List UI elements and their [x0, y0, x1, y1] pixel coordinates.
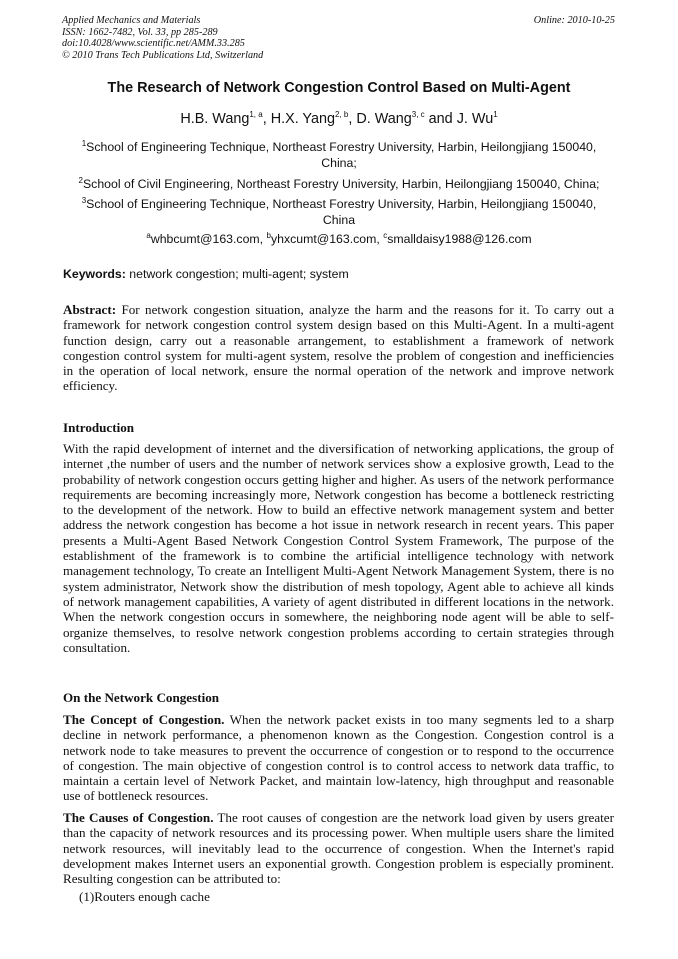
list-item: (1)Routers enough cache: [79, 889, 210, 904]
section-heading-introduction: Introduction: [63, 420, 135, 435]
concept-text: When the network packet exists in too many segments led to a sharp decline in network performance, a phenomenon known as the Congestion. Congestion control is a network node to take measures to prevent the occurrence of congestion or to respond to the occurrence of congestion. The main objective of congestion control is to control access to network data traffic, to maintain a certain level of Network Packet, and maintain low-latency, high throughput and reasonable use of bottleneck resources.: [63, 712, 614, 804]
causes-label: The Causes of Congestion.: [63, 810, 214, 825]
author-sep: ,: [262, 111, 271, 127]
affiliation-3: [62, 196, 616, 228]
keywords-label: Keywords:: [63, 267, 126, 281]
author-list: [40, 111, 638, 127]
email-list: [40, 232, 638, 246]
affiliation-2: [62, 176, 616, 192]
causes-paragraph: [63, 810, 614, 886]
affiliation-sup: 1: [81, 138, 87, 148]
doi-line: doi:10.4028/www.scientific.net/AMM.33.285: [62, 38, 245, 50]
abstract-label: Abstract:: [63, 302, 117, 317]
affiliation-text-cont: China;: [321, 156, 357, 170]
author-name: H.X. Yang: [270, 111, 335, 127]
affiliation-1: [62, 139, 616, 171]
section-heading-network-congestion: On the Network Congestion: [63, 690, 220, 705]
email-address[interactable]: smalldaisy1988@126.com: [387, 232, 532, 246]
author-name: J. Wu: [456, 111, 494, 127]
concept-paragraph: [63, 712, 614, 804]
author-sep: and: [424, 111, 457, 127]
journal-name: Applied Mechanics and Materials: [62, 15, 201, 26]
affiliation-sup: 3: [81, 195, 87, 205]
causes-text: The root causes of congestion are the network load given by users greater than the capacity of network resources and its processing power. When multiple users share the limited network resources, will inevitably lead to the occurrence of congestion. When the Internet's rapid development makes Internet users an exponential growth. Congestion problem is especially prominent. Resulting congestion can be attributed to:: [63, 810, 614, 887]
journal-header: [62, 15, 615, 61]
author-sup: 1, a: [249, 110, 263, 120]
issn-line: ISSN: 1662-7482, Vol. 33, pp 285-289: [62, 26, 218, 38]
affiliation-text-cont: China: [322, 213, 356, 227]
email-address[interactable]: whbcumt@163.com,: [150, 232, 267, 246]
affiliation-text: School of Civil Engineering, Northeast Forestry University, Harbin, Heilongjiang 150040, China;: [82, 177, 600, 191]
copyright-line: © 2010 Trans Tech Publications Ltd, Switzerland: [62, 49, 264, 61]
author-name: H.B. Wang: [180, 111, 250, 127]
online-date: Online: 2010-10-25: [533, 15, 615, 26]
abstract-text: For network congestion situation, analyze the harm and the reasons for it. To carry out a framework for network congestion control system design based on this Multi-Agent. In a multi-agent function design, carry out a reasonable arrangement, to establishment a framework of network congestion control system for multi-agent system, resolve the problem of congestion and inefficiencies in the operation of local network, ensure the normal operation of the network and improve network efficiency.: [63, 302, 614, 394]
email-sup: b: [266, 230, 271, 240]
author-sep: ,: [348, 111, 357, 127]
author-sup: 1: [493, 110, 498, 120]
email-sup: a: [146, 230, 151, 240]
concept-label: The Concept of Congestion.: [63, 712, 225, 727]
author-name: D. Wang: [356, 111, 412, 127]
author-sup: 2, b: [334, 110, 349, 120]
affiliation-text: School of Engineering Technique, Northeast Forestry University, Harbin, Heilongjiang 150040,: [86, 140, 597, 154]
author-sup: 3, c: [411, 110, 425, 120]
keywords-text: network congestion; multi-agent; system: [125, 267, 349, 281]
introduction-paragraph: With the rapid development of internet and the diversification of networking applications, the group of internet ,the number of users and the number of network services show a explosive growth, Lead to the probability of network congestion occurs getting higher and higher. As users of the network performance requirements are becoming increasingly more, Network congestion has become a bottleneck restricting to the development of the network. How to build an effective network management system and better address the network congestion has become a hot issue in network research in recent years. This paper presents a Multi-Agent Based Network Congestion Control System Framework, The purpose of the establishment of the framework is to combine the artificial intelligence technology with network management technology, To create an Intelligent Multi-Agent Network Management System, there is no system administrator, Network show the distribution of mesh topology, Agent able to achieve all kinds of network management capabilities, A variety of agent distributed in different locations in the network. When the network congestion occurs in somewhere, the neighboring node agent will be able to self-organize themselves, to resolve network congestion problems according to certain strategies through consultation.: [63, 441, 614, 655]
keywords: [63, 267, 349, 281]
paper-title: The Research of Network Congestion Control Based on Multi-Agent: [107, 80, 571, 96]
email-address[interactable]: yhxcumt@163.com,: [270, 232, 384, 246]
email-sup: c: [383, 230, 388, 240]
affiliation-sup: 2: [78, 175, 83, 185]
abstract: [63, 302, 614, 394]
affiliation-text: School of Engineering Technique, Northeast Forestry University, Harbin, Heilongjiang 150040,: [86, 197, 597, 211]
